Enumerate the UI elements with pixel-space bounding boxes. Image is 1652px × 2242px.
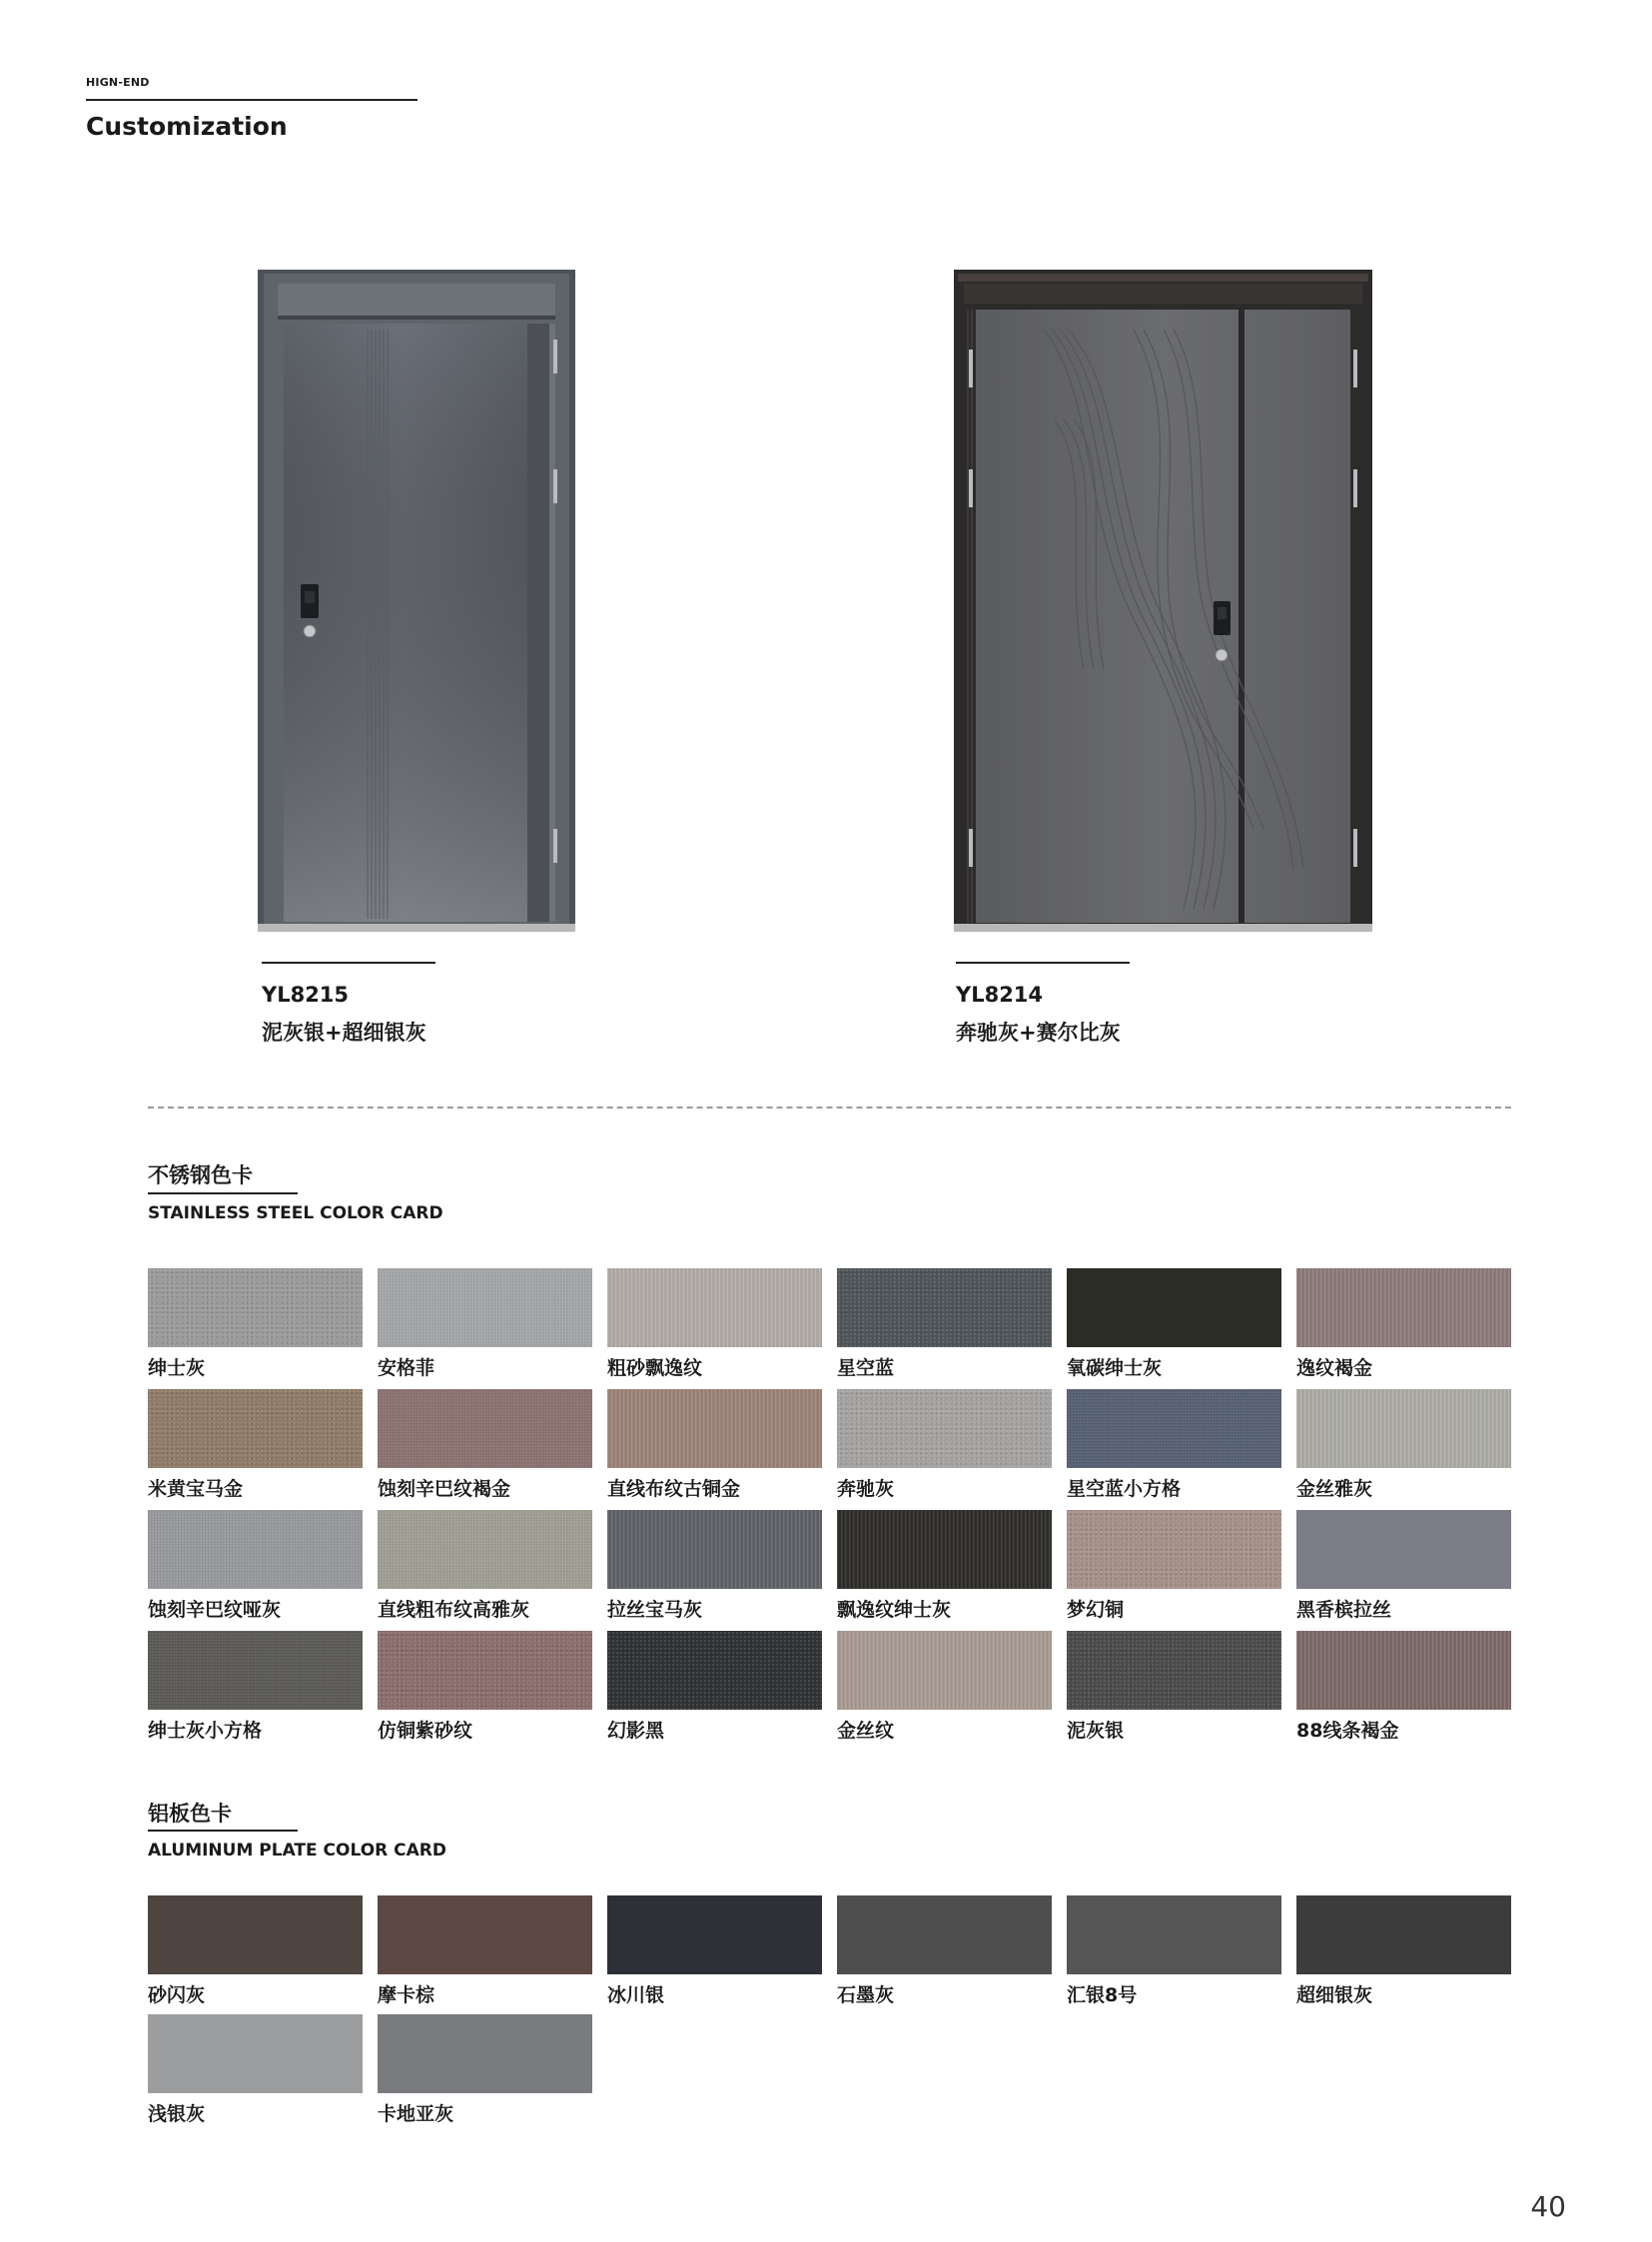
swatch-chip <box>1067 1389 1281 1468</box>
color-swatch <box>378 1631 592 1743</box>
swatch-chip <box>378 2014 592 2093</box>
swatch-chip <box>148 1631 363 1710</box>
color-swatch <box>378 1268 592 1380</box>
color-swatch <box>148 1268 363 1380</box>
stainless-title-zh: 不锈钢色卡 <box>148 1163 253 1187</box>
color-swatch <box>148 1631 363 1743</box>
section-rule <box>148 1192 298 1194</box>
product-code: YL8214 <box>956 983 1044 1007</box>
swatch-label: 粗砂飘逸纹 <box>607 1357 703 1379</box>
swatch-label: 石墨灰 <box>837 1984 895 2006</box>
swatch-label: 飘逸纹绅士灰 <box>837 1599 952 1621</box>
swatch-chip <box>148 2014 363 2093</box>
swatch-label: 金丝雅灰 <box>1296 1478 1373 1500</box>
color-swatch <box>607 1895 822 2007</box>
swatch-label: 超细银灰 <box>1296 1984 1373 2006</box>
color-swatch <box>148 1389 363 1501</box>
color-swatch <box>1296 1895 1511 2007</box>
stainless-swatch-grid <box>148 1268 1511 1748</box>
aluminum-title-en: ALUMINUM PLATE COLOR CARD <box>148 1841 447 1861</box>
swatch-chip <box>1296 1895 1511 1974</box>
swatch-chip <box>1296 1510 1511 1589</box>
page-title: Customization <box>86 112 288 141</box>
color-swatch <box>837 1631 1052 1743</box>
section-rule <box>148 1830 298 1832</box>
swatch-label: 黑香槟拉丝 <box>1296 1599 1392 1621</box>
swatch-label: 浅银灰 <box>148 2103 206 2125</box>
swatch-chip <box>1067 1510 1281 1589</box>
swatch-label: 卡地亚灰 <box>378 2103 454 2125</box>
swatch-chip <box>1296 1631 1511 1710</box>
swatch-label: 砂闪灰 <box>148 1984 206 2006</box>
swatch-label: 88线条褐金 <box>1296 1720 1399 1742</box>
swatch-label: 逸纹褐金 <box>1296 1357 1373 1379</box>
swatch-chip <box>837 1510 1052 1589</box>
color-swatch <box>837 1268 1052 1380</box>
product-rule <box>262 962 435 964</box>
swatch-chip <box>378 1631 592 1710</box>
color-swatch <box>1067 1895 1281 2007</box>
stainless-title-en: STAINLESS STEEL COLOR CARD <box>148 1203 443 1223</box>
swatch-chip <box>1067 1268 1281 1347</box>
swatch-label: 金丝纹 <box>837 1720 895 1742</box>
color-swatch <box>1067 1510 1281 1622</box>
swatch-label: 拉丝宝马灰 <box>607 1599 703 1621</box>
swatch-chip <box>378 1510 592 1589</box>
aluminum-swatch-grid <box>148 1895 1511 2135</box>
color-swatch <box>378 1389 592 1501</box>
swatch-label: 泥灰银 <box>1067 1720 1125 1742</box>
swatch-label: 安格菲 <box>378 1357 435 1379</box>
color-swatch <box>148 1510 363 1622</box>
swatch-chip <box>1296 1389 1511 1468</box>
color-swatch <box>1296 1389 1511 1501</box>
color-swatch <box>837 1510 1052 1622</box>
color-swatch <box>607 1631 822 1743</box>
swatch-chip <box>148 1389 363 1468</box>
swatch-chip <box>378 1268 592 1347</box>
product-code: YL8215 <box>262 983 350 1007</box>
color-swatch <box>1067 1389 1281 1501</box>
swatch-label: 直线粗布纹高雅灰 <box>378 1599 530 1621</box>
color-swatch <box>378 1510 592 1622</box>
swatch-label: 蚀刻辛巴纹褐金 <box>378 1478 511 1500</box>
color-swatch <box>378 2014 592 2126</box>
swatch-chip <box>148 1895 363 1974</box>
swatch-chip <box>607 1510 822 1589</box>
kicker-rule <box>86 99 417 101</box>
swatch-chip <box>837 1631 1052 1710</box>
swatch-chip <box>837 1268 1052 1347</box>
swatch-chip <box>607 1268 822 1347</box>
swatch-label: 摩卡棕 <box>378 1984 435 2006</box>
swatch-label: 梦幻铜 <box>1067 1599 1125 1621</box>
color-swatch <box>607 1268 822 1380</box>
swatch-label: 幻影黑 <box>607 1720 665 1742</box>
product-name: 奔驰灰+赛尔比灰 <box>956 1021 1121 1045</box>
swatch-label: 蚀刻辛巴纹哑灰 <box>148 1599 282 1621</box>
section-kicker: HIGN-END <box>86 76 150 89</box>
swatch-chip <box>378 1389 592 1468</box>
swatch-chip <box>378 1895 592 1974</box>
swatch-label: 绅士灰 <box>148 1357 206 1379</box>
swatch-label: 冰川银 <box>607 1984 665 2006</box>
dashed-divider <box>148 1107 1511 1109</box>
swatch-chip <box>607 1895 822 1974</box>
swatch-label: 仿铜紫砂纹 <box>378 1720 473 1742</box>
aluminum-title-zh: 铝板色卡 <box>148 1802 232 1826</box>
color-swatch <box>378 1895 592 2007</box>
color-swatch <box>837 1389 1052 1501</box>
color-swatch <box>1067 1268 1281 1380</box>
color-swatch <box>1296 1631 1511 1743</box>
swatch-label: 星空蓝小方格 <box>1067 1478 1182 1500</box>
swatch-chip <box>1067 1895 1281 1974</box>
door-image-yl8215 <box>258 270 575 932</box>
swatch-label: 直线布纹古铜金 <box>607 1478 741 1500</box>
color-swatch <box>837 1895 1052 2007</box>
color-swatch <box>1067 1631 1281 1743</box>
swatch-chip <box>1296 1268 1511 1347</box>
swatch-label: 汇银8号 <box>1067 1984 1138 2006</box>
color-swatch <box>1296 1268 1511 1380</box>
product-rule <box>956 962 1130 964</box>
swatch-chip <box>148 1268 363 1347</box>
swatch-chip <box>837 1389 1052 1468</box>
color-swatch <box>607 1510 822 1622</box>
swatch-chip <box>607 1631 822 1710</box>
door-image-yl8214 <box>954 270 1372 932</box>
swatch-label: 绅士灰小方格 <box>148 1720 263 1742</box>
swatch-label: 星空蓝 <box>837 1357 895 1379</box>
color-swatch <box>607 1389 822 1501</box>
swatch-label: 米黄宝马金 <box>148 1478 244 1500</box>
product-name: 泥灰银+超细银灰 <box>262 1021 426 1045</box>
color-swatch <box>148 2014 363 2126</box>
color-swatch <box>1296 1510 1511 1622</box>
color-swatch <box>148 1895 363 2007</box>
swatch-chip <box>837 1895 1052 1974</box>
swatch-label: 氧碳绅士灰 <box>1067 1357 1163 1379</box>
page-number: 40 <box>1530 2190 1566 2223</box>
swatch-chip <box>1067 1631 1281 1710</box>
swatch-chip <box>148 1510 363 1589</box>
swatch-label: 奔驰灰 <box>837 1478 895 1500</box>
swatch-chip <box>607 1389 822 1468</box>
